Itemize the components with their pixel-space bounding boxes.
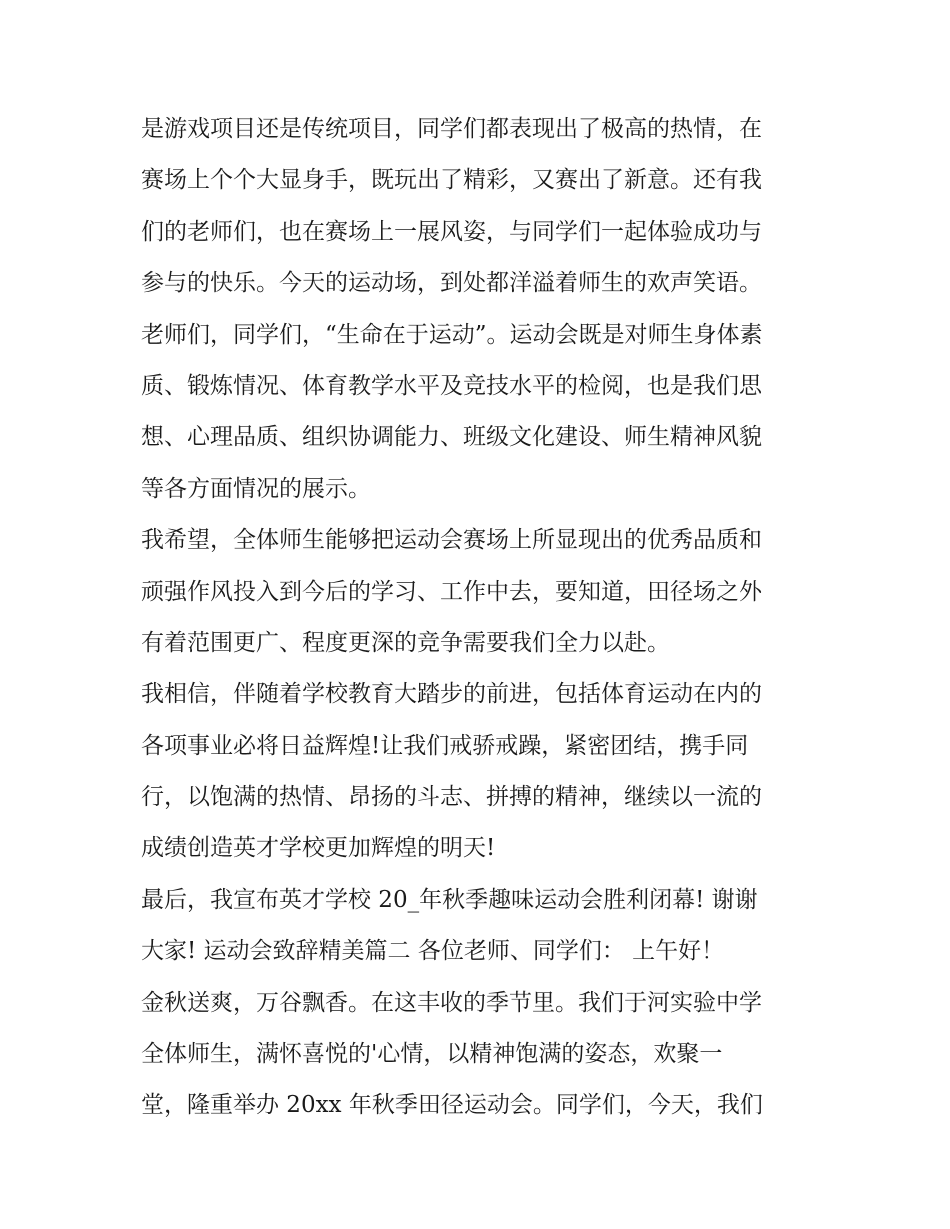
text-line: 是游戏项目还是传统项目，同学们都表现出了极高的热情，在 [141,116,762,142]
text-line: 想、心理品质、组织协调能力、班级文化建设、师生精神风貌 [141,424,762,451]
text-line: 等各方面情况的展示。 [141,475,371,502]
text-line: 我相信，伴随着学校教育大踏步的前进，包括体育运动在内的 [141,681,762,708]
body-text [141,104,821,1132]
text-line: 质、锻炼情况、体育教学水平及竞技水平的检阅，也是我们思 [141,372,762,399]
text-line: 成绩创造英才学校更加辉煌的明天! [141,835,496,862]
text-line: 有着范围更广、程度更深的竞争需要我们全力以赴。 [141,629,670,656]
text-line: 全体师生，满怀喜悦的'心情，以精神饱满的姿态，欢聚一 [141,1041,723,1068]
text-line: 我希望，全体师生能够把运动会赛场上所显现出的优秀品质和 [141,527,762,554]
text-line: 金秋送爽，万谷飘香。在这丰收的季节里。我们于河实验中学 [141,989,762,1016]
text-line: 老师们，同学们，“生命在于运动”。运动会既是对师生身体素 [141,321,763,348]
text-line: 参与的快乐。今天的运动场，到处都洋溢着师生的欢声笑语。 [141,270,762,297]
text-line: 各项事业必将日益辉煌!让我们戒骄戒躁，紧密团结，携手同 [141,732,749,759]
text-line: 大家! 运动会致辞精美篇二 各位老师、同学们： 上午好！ [141,938,725,965]
text-line: 赛场上个个大显身手，既玩出了精彩，又赛出了新意。还有我 [141,167,762,194]
text-line: 最后，我宣布英才学校 20_年秋季趣味运动会胜利闭幕! 谢谢 [141,886,758,913]
text-line: 顽强作风投入到今后的学习、工作中去，要知道，田径场之外 [141,578,762,605]
text-line: 行，以饱满的热情、昂扬的斗志、拼搏的精神，继续以一流的 [141,784,762,811]
text-line: 堂，隆重举办 20xx 年秋季田径运动会。同学们，今天，我们 [141,1092,763,1119]
text-line: 们的老师们，也在赛场上一展风姿，与同学们一起体验成功与 [141,218,762,245]
